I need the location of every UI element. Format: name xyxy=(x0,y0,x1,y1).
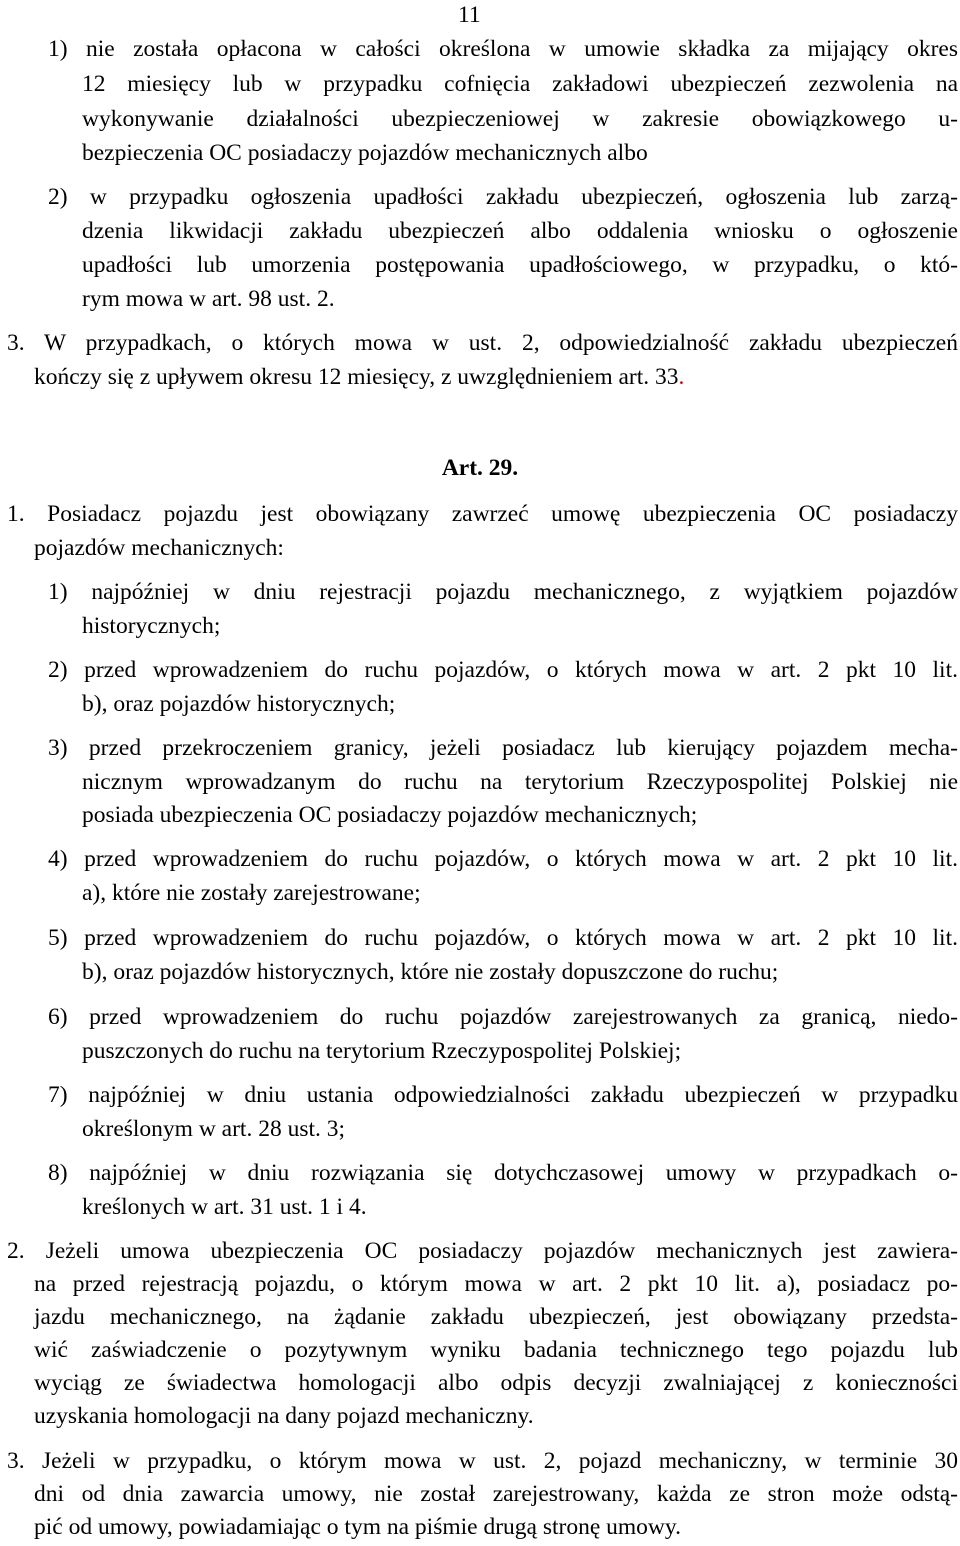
text-line: dni od dnia zawarcia umowy, nie został zarejestrowany, każda ze stron może odstą- xyxy=(34,1481,958,1507)
text-line: wyciąg ze świadectwa homologacji albo odpis decyzji zwalniającej z konieczności xyxy=(34,1370,958,1396)
text-line: 7) najpóźniej w dniu ustania odpowiedzialności zakładu ubezpieczeń w przypadku xyxy=(48,1082,958,1108)
text-line: dzenia likwidacji zakładu ubezpieczeń albo oddalenia wniosku o ogłoszenie xyxy=(82,218,958,244)
text-line: posiada ubezpieczenia OC posiadaczy pojazdów mechanicznych; xyxy=(82,802,698,828)
text-line: 3. W przypadkach, o których mowa w ust. 2, odpowiedzialność zakładu ubezpieczeń xyxy=(7,330,958,356)
text-line: 1. Posiadacz pojazdu jest obowiązany zawrzeć umowę ubezpieczenia OC posiadaczy xyxy=(7,501,958,527)
text-line: wykonywanie działalności ubezpieczeniowej w zakresie obowiązkowego u- xyxy=(82,106,958,132)
text-line: 5) przed wprowadzeniem do ruchu pojazdów, o których mowa w art. 2 pkt 10 lit. xyxy=(48,925,958,951)
text-line: 3) przed przekroczeniem granicy, jeżeli posiadacz lub kierujący pojazdem mecha- xyxy=(48,735,958,761)
text-line: 3. Jeżeli w przypadku, o którym mowa w ust. 2, pojazd mechaniczny, w terminie 30 xyxy=(7,1448,958,1474)
text-line: 4) przed wprowadzeniem do ruchu pojazdów, o których mowa w art. 2 pkt 10 lit. xyxy=(48,846,958,872)
text-line: pić od umowy, powiadamiając o tym na piśmie drugą stronę umowy. xyxy=(34,1514,681,1540)
text-line: puszczonych do ruchu na terytorium Rzeczypospolitej Polskiej; xyxy=(82,1038,682,1064)
text-line: określonym w art. 28 ust. 3; xyxy=(82,1116,346,1142)
text-line: uzyskania homologacji na dany pojazd mechaniczny. xyxy=(34,1403,534,1429)
text-line: na przed rejestracją pojazdu, o którym mowa w art. 2 pkt 10 lit. a), posiadacz po- xyxy=(34,1271,958,1297)
text-line: 1) nie została opłacona w całości określona w umowie składka za mijający okres xyxy=(48,36,958,62)
text-line: 8) najpóźniej w dniu rozwiązania się dotychczasowej umowy w przypadkach o- xyxy=(48,1160,958,1186)
text-line xyxy=(34,362,684,392)
text-line: rym mowa w art. 98 ust. 2. xyxy=(82,286,335,312)
text-line: 2. Jeżeli umowa ubezpieczenia OC posiadaczy pojazdów mechanicznych jest zawiera- xyxy=(7,1238,958,1264)
text-line: jazdu mechanicznego, na żądanie zakładu ubezpieczeń, jest obowiązany przedsta- xyxy=(34,1304,958,1330)
article-heading: Art. 29. xyxy=(441,455,519,481)
text-line: 2) przed wprowadzeniem do ruchu pojazdów, o których mowa w art. 2 pkt 10 lit. xyxy=(48,657,958,683)
text-line: 1) najpóźniej w dniu rejestracji pojazdu mechanicznego, z wyjątkiem pojazdów xyxy=(48,579,958,605)
text-line: b), oraz pojazdów historycznych, które nie zostały dopuszczone do ruchu; xyxy=(82,959,779,985)
text-line: kreślonych w art. 31 ust. 1 i 4. xyxy=(82,1194,367,1220)
text-span: kończy się z upływem okresu 12 miesięcy, z uwzględnieniem art. 33 xyxy=(34,364,679,390)
text-line: wić zaświadczenie o pozytywnym wyniku badania technicznego tego pojazdu lub xyxy=(34,1337,958,1363)
highlighted-period: . xyxy=(678,364,685,390)
text-line: historycznych; xyxy=(82,613,221,639)
text-line: nicznym wprowadzanym do ruchu na terytorium Rzeczypospolitej Polskiej nie xyxy=(82,769,958,795)
text-line: 2) w przypadku ogłoszenia upadłości zakładu ubezpieczeń, ogłoszenia lub zarzą- xyxy=(48,184,958,210)
page-number: 11 xyxy=(458,2,481,28)
text-line: b), oraz pojazdów historycznych; xyxy=(82,691,396,717)
text-line: pojazdów mechanicznych: xyxy=(34,535,284,561)
text-line: upadłości lub umorzenia postępowania upadłościowego, w przypadku, o któ- xyxy=(82,252,958,278)
text-line: 6) przed wprowadzeniem do ruchu pojazdów zarejestrowanych za granicą, niedo- xyxy=(48,1004,958,1030)
text-line: 12 miesięcy lub w przypadku cofnięcia zakładowi ubezpieczeń zezwolenia na xyxy=(82,71,958,97)
text-line: a), które nie zostały zarejestrowane; xyxy=(82,880,421,906)
text-line: bezpieczenia OC posiadaczy pojazdów mechanicznych albo xyxy=(82,140,648,166)
